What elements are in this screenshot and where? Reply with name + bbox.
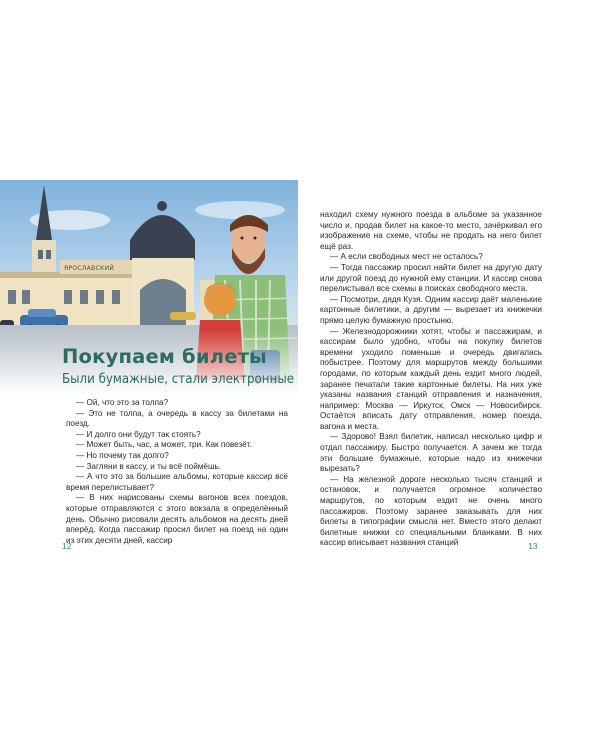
paragraph: — Но почему так долго? (76, 450, 169, 460)
yellow-car (170, 312, 196, 320)
station-sign: ЯРОСЛАВСКИЙ (64, 265, 115, 272)
paragraph: — Посмотри, дядя Кузя. Одним кассир даёт маленькие картонные билетики, а другим — вырезает из книжечки прямо целую бумажную простыню. (320, 294, 542, 325)
right-page-text (320, 210, 542, 549)
paragraph: — А если свободных мест не осталось? (330, 252, 483, 262)
paragraph: — В них нарисованы схемы вагонов всех поездов, которые отправляются с этого вокзала в определённый день. Обычно рисовали десять альбомов на десять дней вперёд. Когда пассажир просил билет на поезд на один из этих десяти дней, кассир (66, 493, 288, 545)
paragraph: — Тогда пассажир просил найти билет на другую дату или другой поезд до нужной ему станции. И кассир снова перелистывал все схемы в поисках свободного места. (320, 262, 542, 294)
paragraph: — Это не толпа, а очередь в кассу за билетами на поезд. (66, 408, 288, 429)
paragraph: находил схему нужного поезда в альбоме за указанное число и, продав билет на какое-то место, зачёркивал его изображение на схеме, чтобы не продать на него билет ещё раз. (320, 210, 542, 251)
page-number-right: 13 (528, 541, 538, 551)
paragraph: — Загляни в кассу, и ты всё поймёшь. (76, 461, 222, 471)
chapter-title: Покупаем билеты (62, 345, 267, 368)
paragraph: — Ой, что это за толпа? (76, 398, 169, 407)
paragraph: — Железнодорожники хотят, чтобы и пассажирам, и кассирам было удобно, чтобы на покупку билетов времени уходило поменьше и очередь двигалась побыстрее. Поэтому для маршрутов между большими городами, по которым каждый день ездит много людей, заранее печатали такие картонные билеты. На них уже указаны названия станций отправления и назначения, например: Москва — Иркутск, Омск — Новосибирск. Остаётся вписать дату отправления, номер поезда, вагона и места. (320, 326, 542, 431)
paragraph: — На железной дороге несколько тысяч станций и остановок, и получается огромное количество маршрутов, по которым ездит не очень много пассажиров. Поэтому заранее заказывать для них билеты в типографии смысла нет. Вместо этого делают билетные книжки со специальными бланками. В них кассир вписывает названия станций (320, 474, 542, 548)
chapter-subtitle: Были бумажные, стали электронные (62, 372, 294, 387)
paragraph: — Здорово! Взял билетик, написал несколько цифр и отдал пассажиру. Быстро получается. А зачем же тогда эти большие бумажные, которые надо из книжечки вырезать? (320, 432, 542, 474)
paragraph: — А что это за большие альбомы, которые кассир всё время перелистывает? (66, 472, 288, 492)
paragraph: — Может быть, час, а может, три. Как повезёт. (76, 440, 252, 450)
paragraph: — И долго они будут так стоять? (76, 429, 201, 439)
page-number-left: 12 (62, 541, 72, 551)
left-page-text (66, 398, 288, 546)
